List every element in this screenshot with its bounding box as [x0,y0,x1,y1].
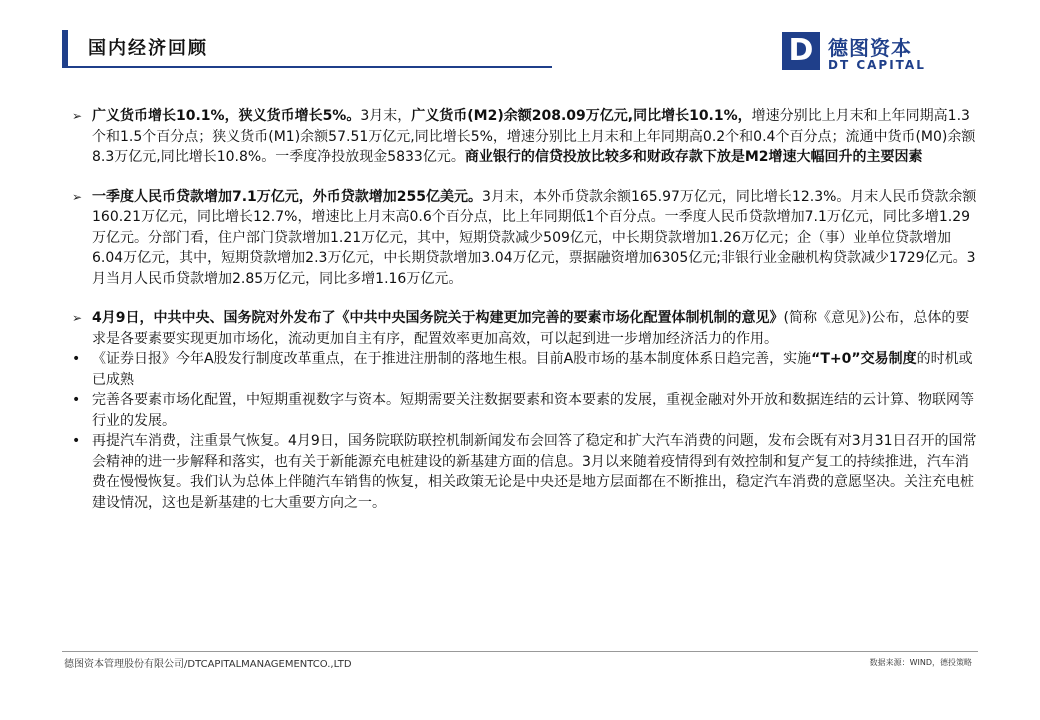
arrow-bullet-icon: ➢ [72,109,83,123]
loans-heading: 一季度人民币贷款增加7.1万亿元，外币贷款增加255亿美元。 [92,188,483,205]
page-title: 国内经济回顾 [88,38,208,59]
policy-heading: 4月9日，中共中央、国务院对外发布了《中共中央国务院关于构建更加完善的要素市场化配置体制机制的意见》 [92,310,784,326]
title-accent-bar [62,30,68,68]
footer-company: 德图资本管理股份有限公司/DTCAPITALMANAGEMENTCO.,LTD [64,659,352,670]
m2-balance-text: 广义货币(M2)余额208.09万亿元,同比增长10.1%， [411,108,752,124]
dt-capital-logo [782,32,942,76]
bullet-auto-consumption [70,431,980,513]
text-span: 再提汽车消费，注重景气恢复。4月9日，国务院联防联控机制新闻发布会回答了稳定和扩大汽车消费的问题，发布会既有对3月31日召开的国常会精神的进一步解释和落实，也有关于新能源充电桩建设的新基建方面的信息。3月以来随着疫情得到有效控制和复产复工的持续推进，汽车消费在慢慢恢复。我们认为总体上伴随汽车销售的恢复，相关政策无论是中央还是地方层面都在不断推出，稳定汽车消费的意愿坚决。关注充电桩建设情况，这也是新基建的七大重要方向之一。 [92,433,977,511]
paragraph-money-supply [70,106,980,168]
title-underline [62,66,552,68]
t0-trading-text: “T+0”交易制度 [811,351,917,367]
footer-divider [62,651,978,652]
paragraph-policy [70,308,980,349]
arrow-bullet-icon: ➢ [72,189,83,204]
arrow-bullet-icon: ➢ [72,311,83,325]
bullet-dot-icon: • [72,392,81,408]
text-span: 3月末，本外币贷款余额165.97万亿元，同比增长12.3%。月末人民币贷款余额160.21万亿元，同比增长12.7%，增速比上月末高0.6个百分点，比上年同期低1个百分点。一季度人民币贷款增加7.1万亿元，同比多增1.29万亿元。分部门看，住户部门贷款增加1.21万亿元，其中，短期贷款减少509亿元，中长期贷款增加1.26万亿元；企（事）业单位贷款增加6.04万亿元，其中，短期贷款增加2.3万亿元，中长期贷款增加3.04万亿元，票据融资增加6305亿元;非银行业金融机构贷款减少1729亿元。3月当月人民币贷款增加2.85万亿元，同比多增1.16万亿元。 [92,188,977,287]
m2-driver-conclusion: 商业银行的信贷投放比较多和财政存款下放是M2增速大幅回升的主要因素 [464,149,923,165]
bullet-dot-icon: • [72,351,81,367]
footer-data-source: 数据来源：WIND，德投策略 [869,658,972,667]
money-supply-heading: 广义货币增长10.1%，狭义货币增长5%。 [92,108,361,124]
paragraph-loans [70,187,980,290]
text-span: 的时机或已成熟 [92,351,973,388]
bullet-factor-markets [70,390,980,431]
text-span: 完善各要素市场化配置，中短期重视数字与资本。短期需要关注数据要素和资本要素的发展，重视金融对外开放和数据连结的云计算、物联网等行业的发展。 [92,392,974,429]
logo-mark-icon: D [782,32,820,70]
logo-english-name: DT CAPITAL [828,58,926,72]
content-body [70,106,980,513]
text-span: 增速分别比上月末和上年同期高1.3个和1.5个百分点；狭义货币(M1)余额57.51万亿元,同比增长5%，增速分别比上月末和上年同期高0.2个和0.4个百分点；流通中货币(M0)余额8.3万亿元,同比增长10.8%。一季度净投放现金5833亿元。 [92,108,976,165]
text-span: (简称《意见》)公布，总体的要求是各要素要实现更加市场化，流动更加自主有序，配置效率更加高效，可以起到进一步增加经济活力的作用。 [92,310,970,347]
text-span: 3月末， [360,108,412,124]
bullet-dot-icon: • [72,433,81,449]
bullet-securities-daily [70,349,980,390]
text-span: 《证券日报》今年A股发行制度改革重点，在于推进注册制的落地生根。目前A股市场的基本制度体系日趋完善，实施 [92,351,812,367]
logo-chinese-name: 德图资本 [828,36,912,60]
